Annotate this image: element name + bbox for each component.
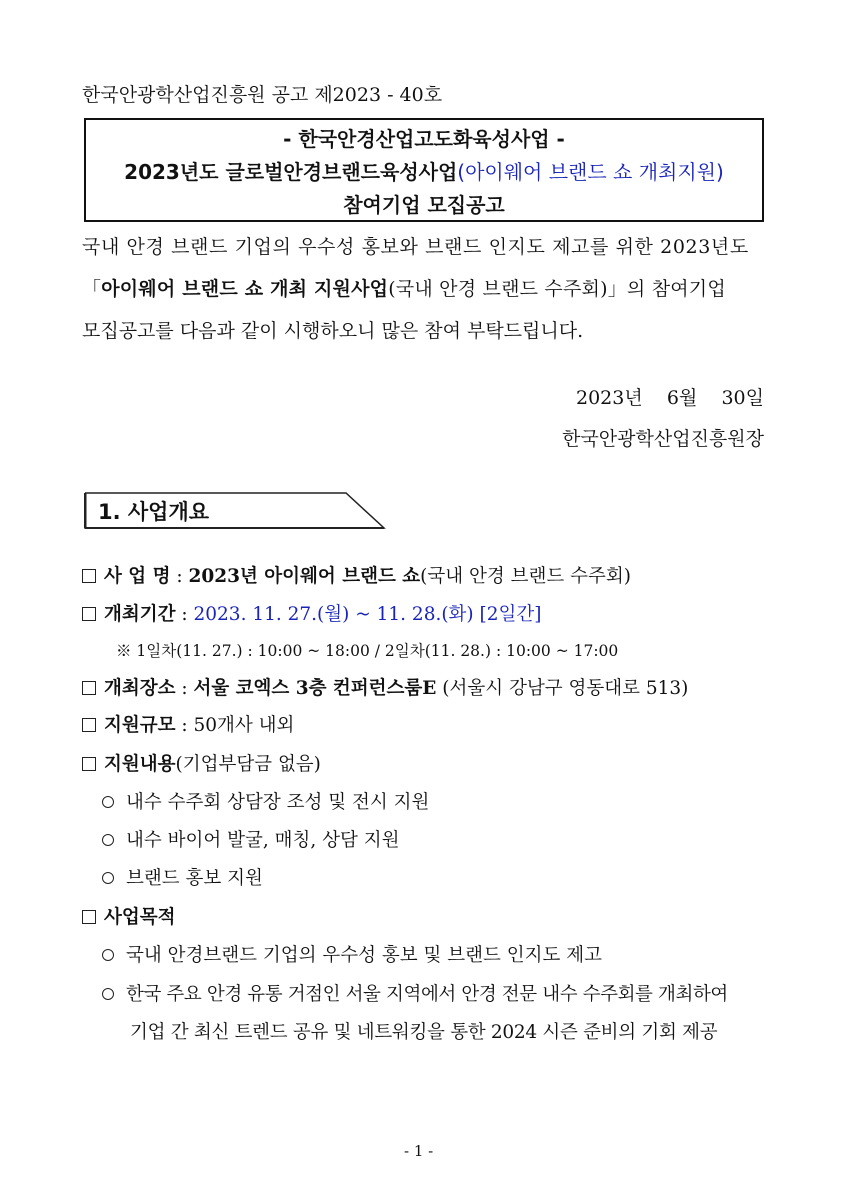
- support-item-text: 브랜드 홍보 지원: [126, 868, 263, 889]
- announcement-date: 2023년 6월 30일: [576, 387, 764, 409]
- item-scale: 지원규모 : 50개사 내외: [82, 711, 294, 737]
- notice-number: 한국안광학산업진흥원 공고 제2023 - 40호: [82, 84, 443, 106]
- period-note: ※ 1일차(11. 27.) : 10:00 ~ 18:00 / 2일차(11. 28.) : 10:00 ~ 17:00: [116, 642, 619, 660]
- section-title: 1. 사업개요: [98, 500, 210, 524]
- checkbox-square-icon: [82, 681, 96, 695]
- support-item: [102, 788, 429, 814]
- support-item: [102, 864, 263, 890]
- support-note: (기업부담금 없음): [175, 754, 321, 775]
- circle-bullet-icon: [102, 834, 114, 846]
- intro-line-3: 모집공고를 다음과 같이 시행하오니 많은 참여 부탁드립니다.: [82, 320, 584, 342]
- period-value: 2023. 11. 27.(월) ~ 11. 28.(화) [2일간]: [193, 604, 542, 625]
- venue-address: (서울시 강남구 영동대로 513): [442, 678, 689, 699]
- scale-value: 50개사 내외: [193, 715, 295, 736]
- intro-line-2: [82, 274, 726, 301]
- page-number: - 1 -: [404, 1142, 434, 1160]
- purpose-label: 사업목적: [104, 907, 176, 928]
- circle-bullet-icon: [102, 796, 114, 808]
- item-venue: 개최장소 : 서울 코엑스 3층 컨퍼런스룸E (서울시 강남구 영동대로 513): [82, 674, 688, 700]
- checkbox-square-icon: [82, 569, 96, 583]
- support-item-text: 내수 바이어 발굴, 매칭, 상담 지원: [126, 830, 400, 851]
- support-item-text: 내수 수주회 상담장 조성 및 전시 지원: [126, 792, 430, 813]
- support-label: 지원내용: [104, 754, 176, 775]
- title-line-1: - 한국안경산업고도화육성사업 -: [283, 127, 565, 151]
- period-label: 개최기간: [104, 604, 176, 625]
- intro-line-2-rest: (국내 안경 브랜드 수주회)」의 참여기업: [388, 278, 726, 300]
- circle-bullet-icon: [102, 988, 114, 1000]
- support-item: [102, 826, 400, 852]
- circle-bullet-icon: [102, 949, 114, 961]
- project-name-value: 2023년 아이웨어 브랜드 쇼: [188, 566, 421, 587]
- title-line-3: 참여기업 모집공고: [343, 193, 505, 217]
- item-support: [82, 750, 321, 776]
- item-purpose: [82, 903, 175, 929]
- circle-bullet-icon: [102, 872, 114, 884]
- checkbox-square-icon: [82, 607, 96, 621]
- title-line-2-highlight: (아이웨어 브랜드 쇼 개최지원): [457, 160, 724, 184]
- title-box: [84, 118, 764, 222]
- purpose-item-text: 국내 안경브랜드 기업의 우수성 홍보 및 브랜드 인지도 제고: [126, 945, 602, 966]
- intro-program-name: 아이웨어 브랜드 쇼 개최 지원사업: [101, 278, 389, 300]
- intro-open-bracket: 「: [82, 278, 102, 300]
- issuer: 한국안광학산업진흥원장: [562, 428, 764, 450]
- title-line-2: [86, 156, 762, 189]
- purpose-item: [102, 980, 728, 1006]
- project-name-label: 사 업 명: [104, 566, 171, 587]
- item-period: 개최기간 : 2023. 11. 27.(월) ~ 11. 28.(화) [2일간]: [82, 600, 541, 626]
- section-header: [84, 492, 384, 528]
- purpose-item-text: 한국 주요 안경 유통 거점인 서울 지역에서 안경 전문 내수 수주회를 개최하여: [126, 984, 728, 1005]
- checkbox-square-icon: [82, 718, 96, 732]
- checkbox-square-icon: [82, 757, 96, 771]
- intro-line-1: 국내 안경 브랜드 기업의 우수성 홍보와 브랜드 인지도 제고를 위한 2023년도: [82, 236, 749, 258]
- project-name-subtitle: (국내 안경 브랜드 수주회): [420, 566, 631, 587]
- title-line-2-prefix: 2023년도 글로벌안경브랜드육성사업: [124, 160, 458, 184]
- purpose-item-continuation: 기업 간 최신 트렌드 공유 및 네트워킹을 통한 2024 시즌 준비의 기회 제공: [130, 1022, 718, 1043]
- checkbox-square-icon: [82, 910, 96, 924]
- item-project-name: 사 업 명 : 2023년 아이웨어 브랜드 쇼(국내 안경 브랜드 수주회): [82, 562, 631, 588]
- scale-label: 지원규모: [104, 715, 176, 736]
- venue-label: 개최장소: [104, 678, 176, 699]
- venue-value: 서울 코엑스 3층 컨퍼런스룸E: [193, 678, 437, 699]
- purpose-item: [102, 941, 602, 967]
